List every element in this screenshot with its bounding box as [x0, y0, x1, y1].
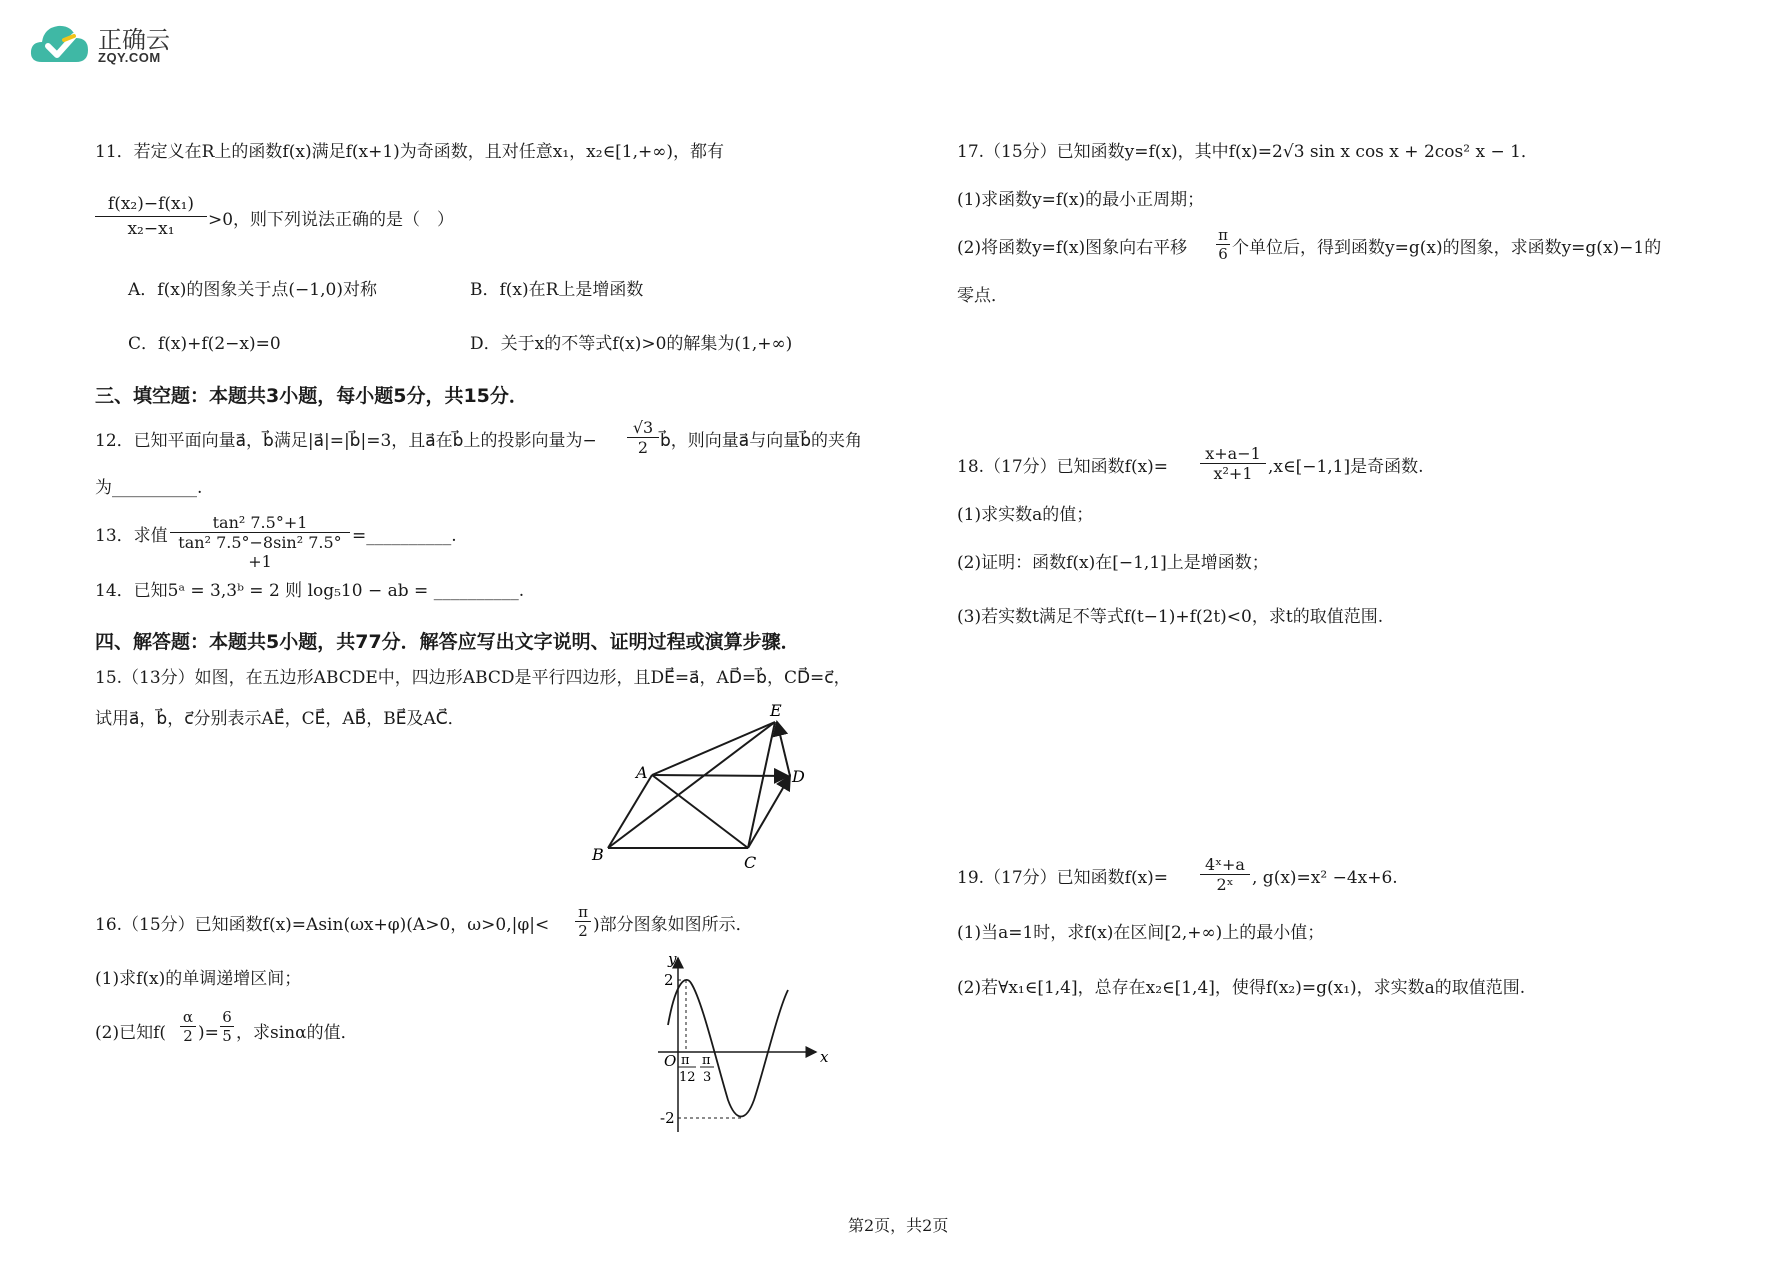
q16-alpha-over-2: [180, 1008, 196, 1045]
tick1-num: π: [681, 1053, 690, 1068]
q14: 14．已知5ᵃ = 3,3ᵇ = 2 则 log₅10 − ab = __________.: [95, 581, 525, 601]
q12-line1b: b⃗，则向量a⃗与向量b⃗的夹角: [660, 431, 862, 451]
q18-part3: (3)若实数t满足不等式f(t−1)+f(2t)<0，求t的取值范围.: [957, 607, 1384, 627]
q16-part1: (1)求f(x)的单调递增区间；: [95, 969, 302, 989]
q16-two: 2: [578, 922, 588, 940]
edge-be: [608, 722, 775, 848]
q19-part2: (2)若∀x₁∈[1,4]，总存在x₂∈[1,4]，使得f(x₂)=g(x₁)，求实数a的取值范围.: [957, 978, 1526, 998]
q15-line2: 试用a⃗，b⃗，c⃗分别表示AE⃗，CE⃗，AB⃗，BE⃗及AC⃗．: [95, 709, 465, 729]
q13-frac-num: tan² 7.5°+1: [170, 513, 350, 533]
q11-option-d: D．关于x的不等式f(x)>0的解集为(1,+∞): [470, 334, 793, 354]
label-d: D: [792, 767, 805, 786]
edge-ad: [652, 775, 788, 776]
q17-part2b: 个单位后，得到函数y=g(x)的图象，求函数y=g(x)−1的: [1232, 238, 1662, 258]
q16-pi: π: [575, 903, 591, 922]
q13-frac-den: tan² 7.5°−8sin² 7.5°+1: [178, 533, 342, 571]
tick1-den: 12: [679, 1070, 696, 1085]
q17-stem: 17.（15分）已知函数y=f(x)，其中f(x)=2√3 sin x cos x + 2cos² x − 1．: [957, 142, 1538, 162]
q16-part2b: ，求sinα的值．: [236, 1023, 358, 1043]
edge-de: [777, 722, 790, 776]
edge-ac: [652, 775, 748, 848]
q16-part2eq: )=: [198, 1023, 219, 1043]
edge-ab: [608, 775, 652, 848]
q12-frac-den: 2: [637, 438, 649, 457]
q18-part1: (1)求实数a的值；: [957, 505, 1094, 525]
q16-stem-b: )部分图象如图所示．: [593, 915, 753, 935]
q13-post: =__________.: [352, 526, 457, 546]
q13-pre: 13．求值: [95, 526, 168, 546]
y-label: y: [668, 950, 677, 968]
q18-part2: (2)证明：函数f(x)在[−1,1]上是增函数；: [957, 553, 1269, 573]
q17-part2c: 零点．: [957, 286, 1008, 306]
edge-ae: [652, 722, 775, 775]
q11-option-c: C．f(x)+f(2−x)=0: [128, 334, 281, 354]
label-c: C: [744, 853, 757, 870]
q16-six: 6: [220, 1008, 234, 1027]
q11-fraction: [95, 194, 207, 239]
q11-option-a: A．f(x)的图象关于点(−1,0)对称: [128, 280, 377, 300]
edge-cd: [748, 776, 790, 848]
q13-fraction: [170, 513, 350, 571]
q19-frac-den: 2ˣ: [1216, 875, 1234, 894]
q18-frac-num: x+a−1: [1200, 444, 1266, 464]
q11-frac-num: f(x₂)−f(x₁): [95, 194, 207, 217]
q16-part2a: (2)已知f(: [95, 1023, 167, 1043]
q18-stem-b: ,x∈[−1,1]是奇函数.: [1268, 457, 1424, 477]
page-footer: 第2页，共2页: [848, 1216, 949, 1235]
q19-fraction: [1200, 855, 1250, 894]
q19-frac-num: 4ˣ+a: [1200, 855, 1250, 875]
q18-fraction: [1200, 444, 1266, 483]
label-e: E: [770, 701, 782, 720]
origin-label: O: [664, 1052, 677, 1070]
section-3-heading: 三、填空题：本题共3小题，每小题5分，共15分．: [95, 385, 528, 407]
logo-cloud-check-icon: [28, 18, 92, 68]
q17-six: 6: [1218, 245, 1228, 263]
logo-url: ZQY.COM: [98, 50, 161, 65]
q12-fraction: [627, 418, 659, 457]
section-4-heading: 四、解答题：本题共5小题，共77分．解答应写出文字说明、证明过程或演算步骤．: [95, 631, 800, 653]
q16-sine-graph: [638, 950, 838, 1135]
q11-stem: 11．若定义在R上的函数f(x)满足f(x+1)为奇函数，且对任意x₁，x₂∈[1,+∞)，都有: [95, 142, 725, 162]
tick2-num: π: [702, 1053, 711, 1068]
q16-alpha-den: 2: [183, 1027, 193, 1045]
q15-pentagon-figure: [580, 700, 810, 870]
q16-stem-a: 16.（15分）已知函数f(x)=Asin(ωx+φ)(A>0，ω>0,|φ|<: [95, 915, 550, 935]
q16-pi-over-2: [575, 903, 591, 940]
q16-five: 5: [222, 1027, 232, 1045]
label-b: B: [592, 845, 604, 864]
q19-stem-a: 19.（17分）已知函数f(x)=: [957, 868, 1169, 888]
tick2-den: 3: [703, 1070, 712, 1085]
q17-pi-over-6: [1216, 226, 1230, 263]
q15-line1: 15.（13分）如图，在五边形ABCDE中，四边形ABCD是平行四边形，且DE⃗=a⃗，AD⃗=b⃗，CD⃗=c⃗，: [95, 668, 851, 688]
q17-part1: (1)求函数y=f(x)的最小正周期；: [957, 190, 1205, 210]
q11-cont: >0，则下列说法正确的是（ ）: [208, 210, 455, 230]
logo-name: 正确云: [98, 27, 170, 54]
label-a: A: [636, 763, 648, 782]
x-label: x: [820, 1048, 829, 1066]
q16-alpha: α: [180, 1008, 196, 1027]
logo: [28, 18, 188, 70]
q18-stem-a: 18.（17分）已知函数f(x)=: [957, 457, 1169, 477]
ymin-label: -2: [660, 1109, 675, 1127]
q17-part2a: (2)将函数y=f(x)图象向右平移: [957, 238, 1188, 258]
q19-part1: (1)当a=1时，求f(x)在区间[2,+∞)上的最小值；: [957, 923, 1325, 943]
q17-pi: π: [1216, 226, 1230, 245]
q11-option-b: B．f(x)在R上是增函数: [470, 280, 644, 300]
q11-frac-den: x₂−x₁: [127, 219, 175, 239]
q12-frac-num: √3: [627, 418, 659, 438]
edge-ce: [748, 722, 775, 848]
q16-six-fifths: [220, 1008, 234, 1045]
q18-frac-den: x²+1: [1213, 464, 1253, 483]
ymax-label: 2: [664, 971, 674, 989]
q12-line2: 为__________.: [95, 478, 203, 498]
q12-line1a: 12．已知平面向量a⃗，b⃗满足|a⃗|=|b⃗|=3，且a⃗在b⃗上的投影向量为−: [95, 431, 597, 451]
q19-stem-b: , g(x)=x² −4x+6.: [1252, 868, 1398, 888]
